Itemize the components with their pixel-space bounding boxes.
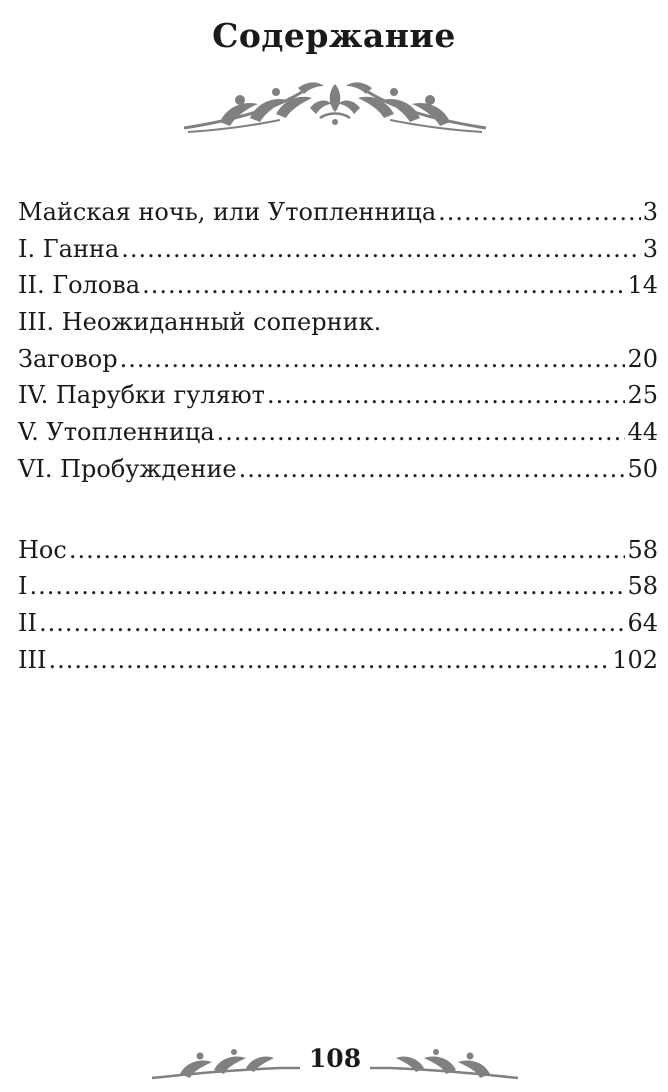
toc-dot-leader	[39, 605, 625, 642]
toc-entry-title: IV. Парубки гуляют	[18, 381, 265, 410]
table-of-contents	[18, 194, 658, 678]
toc-entry[interactable]	[18, 605, 658, 642]
header-flourish-ornament-icon	[180, 78, 490, 136]
toc-entry-page: 58	[627, 572, 658, 601]
toc-entry-page: 25	[627, 381, 658, 410]
toc-entry[interactable]	[18, 267, 658, 304]
toc-dot-leader	[142, 267, 625, 304]
toc-entry-title: Майская ночь, или Утопленница	[18, 198, 437, 226]
toc-entry-page: 44	[627, 418, 658, 447]
toc-entry-title: III. Неожиданный соперник.	[18, 308, 382, 337]
toc-section-spacer	[18, 488, 658, 532]
toc-dot-leader	[217, 414, 626, 451]
toc-entry[interactable]	[18, 532, 658, 569]
toc-entry[interactable]	[18, 194, 658, 231]
page-title: Содержание	[212, 16, 456, 55]
toc-dot-leader	[48, 642, 610, 679]
toc-dot-leader	[239, 451, 626, 488]
toc-dot-leader	[120, 341, 626, 378]
toc-entry-title: I	[18, 572, 28, 601]
toc-entry[interactable]	[18, 642, 658, 679]
toc-entry[interactable]	[18, 568, 658, 605]
toc-dot-leader	[267, 377, 626, 414]
toc-entry[interactable]	[18, 451, 658, 488]
toc-entry-title: II. Голова	[18, 271, 141, 300]
toc-dot-leader	[121, 231, 640, 268]
toc-entry-title: VI. Пробуждение	[18, 454, 237, 483]
toc-entry-title: I. Ганна	[18, 234, 120, 263]
toc-entry[interactable]	[18, 377, 658, 414]
page-number: 108	[308, 1044, 362, 1073]
toc-entry-title: II	[18, 608, 37, 637]
toc-entry-title: Нос	[18, 535, 67, 564]
toc-entry-page: 58	[627, 535, 658, 564]
toc-entry-page: 3	[642, 234, 658, 263]
toc-entry-page: 64	[627, 608, 658, 637]
toc-entry[interactable]	[18, 341, 658, 378]
toc-entry-page: 102	[612, 645, 658, 674]
toc-entry-title: Заговор	[18, 344, 118, 373]
toc-dot-leader	[29, 568, 625, 605]
toc-entry[interactable]	[18, 304, 658, 341]
toc-entry-page: 20	[627, 344, 658, 373]
toc-entry-title: III	[18, 645, 47, 674]
page-footer	[150, 1040, 520, 1084]
toc-entry-page: 50	[627, 454, 658, 483]
toc-entry-title: V. Утопленница	[18, 418, 215, 447]
toc-entry[interactable]	[18, 231, 658, 268]
toc-entry-page: 14	[627, 271, 658, 300]
toc-dot-leader	[438, 194, 641, 231]
toc-entry-page: 3	[642, 198, 658, 226]
toc-dot-leader	[69, 532, 626, 569]
toc-entry[interactable]	[18, 414, 658, 451]
